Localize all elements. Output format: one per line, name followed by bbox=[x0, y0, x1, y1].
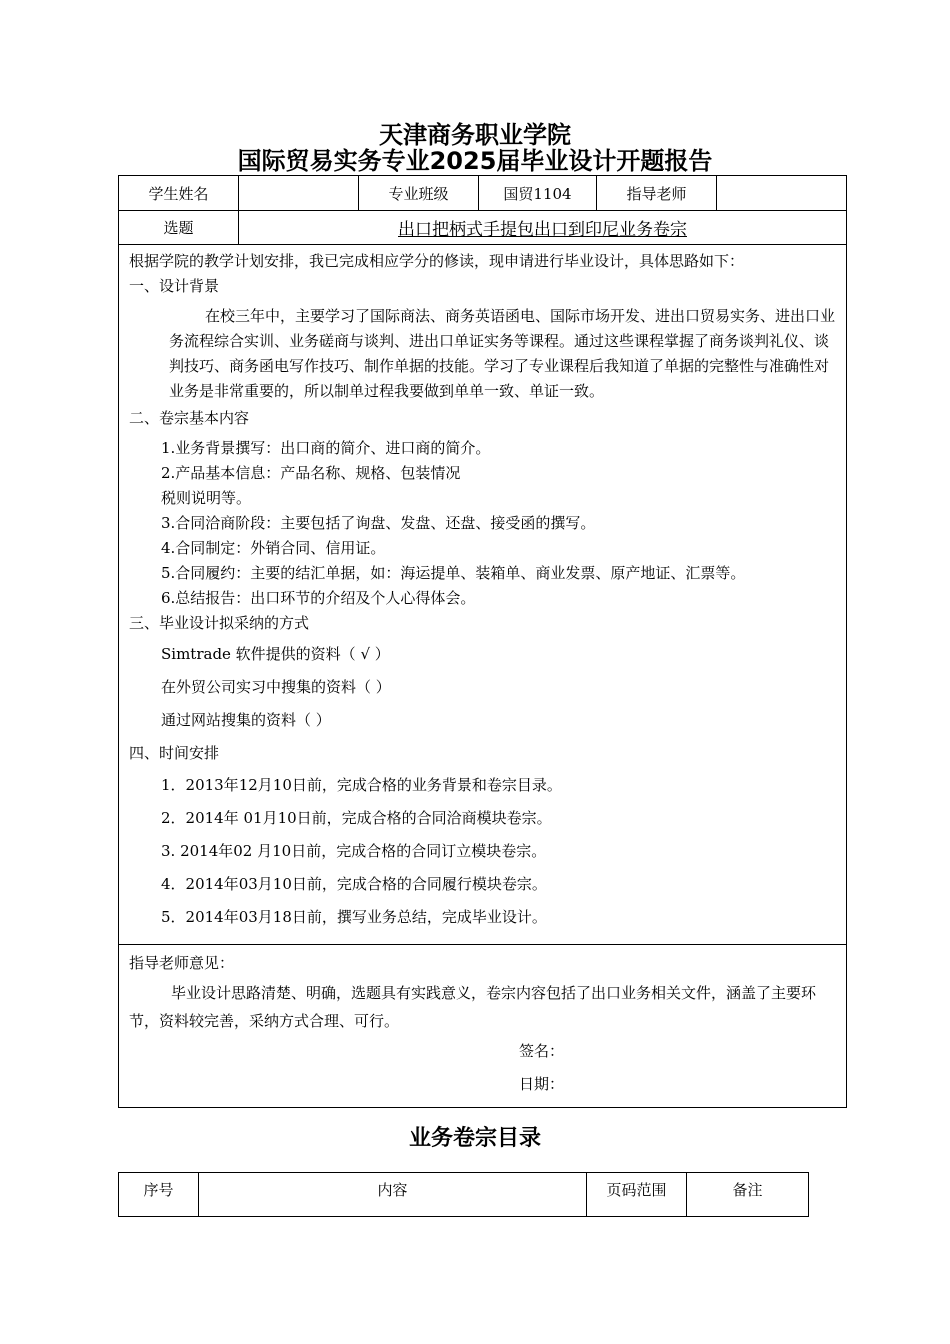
proposal-body bbox=[119, 245, 847, 945]
section1-paragraph: 在校三年中，主要学习了国际商法、商务英语函电、国际市场开发、进出口贸易实务、进出口业务流程综合实训、业务磋商与谈判、进出口单证实务等课程。通过这些课程掌握了商务谈判礼仪、谈判技巧、商务函电写作技巧、制作单据的技能。学习了专业课程后我知道了单据的完整性与准确性对业务是非常重要的，所以制单过程我要做到单单一致、单证一致。 bbox=[169, 307, 836, 400]
opinion-text: 毕业设计思路清楚、明确，选题具有实践意义，卷宗内容包括了出口业务相关文件，涵盖了主要环节，资料较完善，采纳方式合理、可行。 bbox=[129, 984, 817, 1030]
toc-header-row bbox=[119, 1173, 809, 1217]
toc-title: 业务卷宗目录 bbox=[408, 1126, 541, 1151]
date-label: 日期： bbox=[519, 1075, 565, 1093]
toc-header-cell: 序号 bbox=[119, 1173, 199, 1217]
method-option: 通过网站搜集的资料（ ） bbox=[161, 711, 331, 729]
teacher-value bbox=[717, 176, 847, 211]
class-value: 国贸1104 bbox=[479, 176, 597, 211]
intro-text: 根据学院的教学计划安排，我已完成相应学分的修读，现申请进行毕业设计，具体思路如下： bbox=[129, 252, 745, 270]
class-label: 专业班级 bbox=[359, 176, 479, 211]
toc-header-cell: 内容 bbox=[199, 1173, 587, 1217]
topic-row bbox=[119, 211, 847, 245]
method-option: Simtrade 软件提供的资料（ √ ） bbox=[161, 645, 390, 663]
toc-table bbox=[118, 1172, 809, 1217]
schedule-item: 2．2014年 01月10日前，完成合格的合同洽商模块卷宗。 bbox=[161, 809, 552, 827]
schedule-item: 5．2014年03月18日前，撰写业务总结，完成毕业设计。 bbox=[161, 908, 547, 926]
section1-heading: 一、设计背景 bbox=[129, 277, 220, 295]
toc-header-cell: 页码范围 bbox=[587, 1173, 687, 1217]
toc-header-cell: 备注 bbox=[687, 1173, 809, 1217]
schedule-item: 4．2014年03月10日前，完成合格的合同履行模块卷宗。 bbox=[161, 875, 547, 893]
body-row bbox=[119, 245, 847, 945]
section3-heading: 三、毕业设计拟采纳的方式 bbox=[129, 614, 310, 632]
school-name: 天津商务职业学院 bbox=[379, 121, 571, 149]
opinion-row bbox=[119, 945, 847, 1108]
report-title: 国际贸易实务专业2025届毕业设计开题报告 bbox=[237, 147, 713, 175]
schedule-item: 1．2013年12月10日前，完成合格的业务背景和卷宗目录。 bbox=[161, 776, 562, 794]
info-row bbox=[119, 176, 847, 211]
method-option: 在外贸公司实习中搜集的资料（ ） bbox=[161, 678, 391, 696]
section4-heading: 四、时间安排 bbox=[129, 744, 220, 762]
schedule-item: 3. 2014年02 月10日前，完成合格的合同订立模块卷宗。 bbox=[161, 842, 547, 860]
section2-item: 3.合同洽商阶段：主要包括了询盘、发盘、还盘、接受函的撰写。 bbox=[161, 514, 596, 532]
opinion-heading: 指导老师意见： bbox=[129, 954, 235, 972]
teacher-label: 指导老师 bbox=[597, 176, 717, 211]
section2-item: 税则说明等。 bbox=[161, 489, 252, 507]
student-name-value bbox=[239, 176, 359, 211]
section2-item: 4.合同制定：外销合同、信用证。 bbox=[161, 539, 386, 557]
section2-item: 6.总结报告：出口环节的介绍及个人心得体会。 bbox=[161, 589, 476, 607]
proposal-table bbox=[118, 175, 847, 1108]
section2-heading: 二、卷宗基本内容 bbox=[129, 409, 250, 427]
topic-label: 选题 bbox=[119, 211, 239, 245]
signature-label: 签名： bbox=[519, 1042, 565, 1060]
topic-value bbox=[239, 211, 847, 245]
section2-item: 5.合同履约：主要的结汇单据，如：海运提单、装箱单、商业发票、原产地证、汇票等。 bbox=[161, 564, 746, 582]
topic-text: 出口把柄式手提包出口到印尼业务卷宗 bbox=[398, 220, 687, 240]
section2-item: 1.业务背景撰写：出口商的简介、进口商的简介。 bbox=[161, 439, 491, 457]
teacher-opinion bbox=[119, 945, 847, 1108]
student-name-label: 学生姓名 bbox=[119, 176, 239, 211]
section2-item: 2.产品基本信息：产品名称、规格、包装情况 bbox=[161, 464, 461, 482]
